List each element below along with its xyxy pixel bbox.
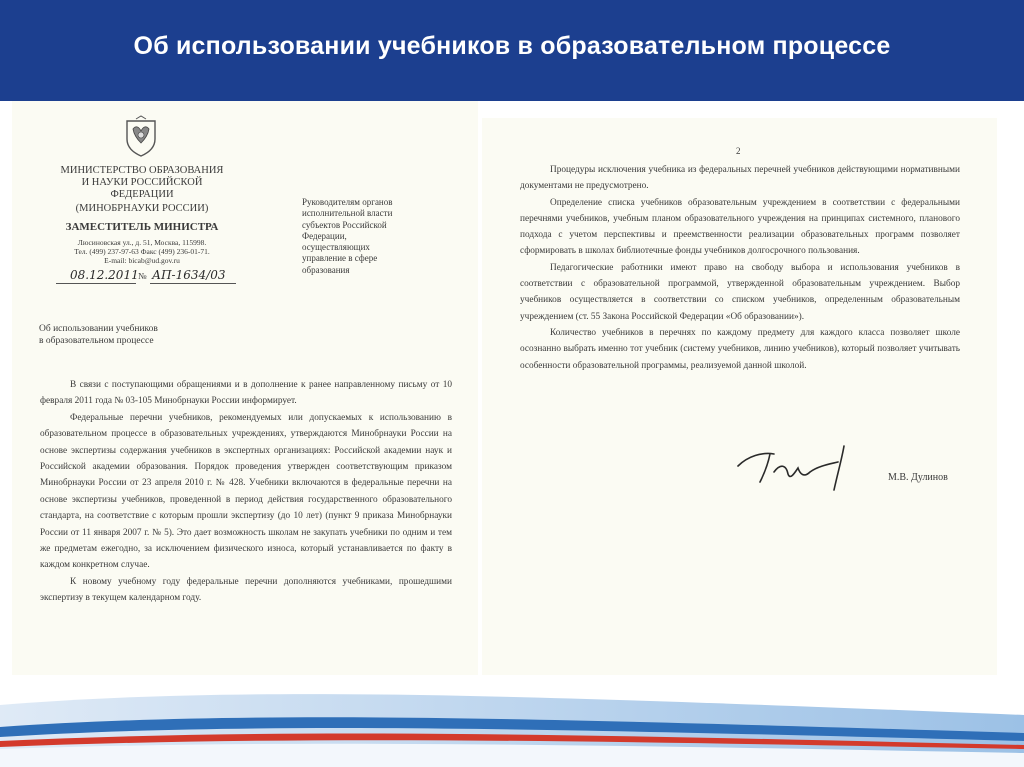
ministry-name — [52, 165, 232, 201]
ministry-address — [52, 238, 232, 265]
page-number: 2 — [736, 146, 741, 156]
ministry-line: И НАУКИ РОССИЙСКОЙ — [81, 177, 203, 188]
letter-body — [40, 377, 452, 607]
paragraph: Определение списка учебников образовательным учреждением в соответствии с федеральными перечнями учебников, учебным планом образовательного учреждения на принципах системного, планового подхода с учетом перспективы и преемственности реализации образовательных программ позволяет сформировать в школах библиотечные фонды учебников долгосрочного пользования. — [520, 197, 960, 257]
divider — [56, 283, 136, 284]
signer-name: М.В. Дулинов — [888, 472, 948, 483]
registration-number-sign: № — [138, 271, 147, 281]
letter-page-2 — [482, 118, 997, 675]
address-line: Люсиновская ул., д. 51, Москва, 115998. — [77, 238, 207, 247]
paragraph: В связи с поступающими обращениями и в дополнение к ранее направленному письму от 10 февраля 2011 года № 03-105 Минобрнауки России информирует. — [40, 380, 452, 407]
coat-of-arms-icon — [121, 115, 161, 157]
subject-line: в образовательном процессе — [39, 336, 154, 346]
recipient-line: Руководителям органов — [302, 197, 393, 207]
decorative-wave — [0, 675, 1024, 767]
recipient-line: осуществляющих — [302, 242, 370, 253]
letter-subject — [39, 323, 239, 347]
registration-line — [56, 266, 236, 286]
paragraph: Педагогические работники имеют право на свободу выбора и использования учебников в соответствии с образовательной программой, утвержденной образовательным учреждением. Выбор учебников осуществляется в соответствии со списком учебников, определенным образовательным учреждением (ст. 55 Закона Российской Федерации «Об образовании»). — [520, 262, 960, 322]
address-line: Тел. (499) 237-97-63 Факс (499) 236-01-71. — [74, 247, 210, 256]
subject-line: Об использовании учебников — [39, 324, 158, 334]
paragraph: Федеральные перечни учебников, рекомендуемых или допускаемых к использованию в образовательном процессе в образовательных учреждениях, утверждаются Минобрнауки России на основе экспертизы содержания учебников в экспертных организациях: Российской академии наук и Российской академии образования. Порядок проведения утвержден соответствующим приказом Минобрнауки России от 23 апреля 2010 г. № 428. Учебники включаются в федеральные перечни на основе экспертизы учебников, проведенной в период действия государственного образовательного стандарта, на соответствие с которым прошли экспертизу (до 10 лет) (пункт 9 приказа Минобрнауки России от 11 января 2007 г. № 5). Это дает возможность школам не закупать учебники по одним и тем же предметам ежегодно, за исключением физического износа, который устанавливается по факту в каждом конкретном случае. — [40, 412, 452, 571]
handwritten-signature — [734, 444, 884, 494]
paragraph: Процедуры исключения учебника из федеральных перечней учебников действующими нормативными документами не предусмотрено. — [520, 165, 960, 192]
slide-title: Об использовании учебников в образовательном процессе — [133, 32, 891, 60]
recipient-line: образования — [302, 264, 350, 275]
recipient-line: Федерации, — [302, 230, 347, 241]
registration-number: АП-1634/03 — [152, 268, 226, 282]
paragraph: К новому учебному году федеральные перечни дополняются учебниками, прошедшими экспертизу в текущем календарном году. — [40, 576, 452, 604]
letter-page-1 — [12, 101, 478, 675]
divider — [150, 283, 236, 284]
deputy-minister-title: ЗАМЕСТИТЕЛЬ МИНИСТРА — [65, 221, 219, 233]
ministry-line: ФЕДЕРАЦИИ — [110, 189, 174, 200]
ministry-line: МИНИСТЕРСТВО ОБРАЗОВАНИЯ — [60, 165, 224, 176]
recipient-block — [302, 197, 412, 276]
registration-date: 08.12.2011 — [70, 268, 139, 282]
recipient-line: субъектов Российской — [302, 219, 387, 230]
ministry-short-name: (МИНОБРНАУКИ РОССИИ) — [75, 203, 209, 214]
recipient-line: управление в сфере — [302, 253, 378, 264]
address-line: E-mail: bicab@ud.gov.ru — [104, 256, 180, 265]
letter-body — [520, 162, 960, 374]
paragraph: Количество учебников в перечнях по каждому предмету для каждого класса позволяет школе осознанно выбрать именно тот учебник (систему учебников, линию учебников), который позволяет учитывать особенности образовательной программы, реализуемой данной школой. — [520, 327, 960, 371]
recipient-line: исполнительной власти — [302, 208, 393, 219]
